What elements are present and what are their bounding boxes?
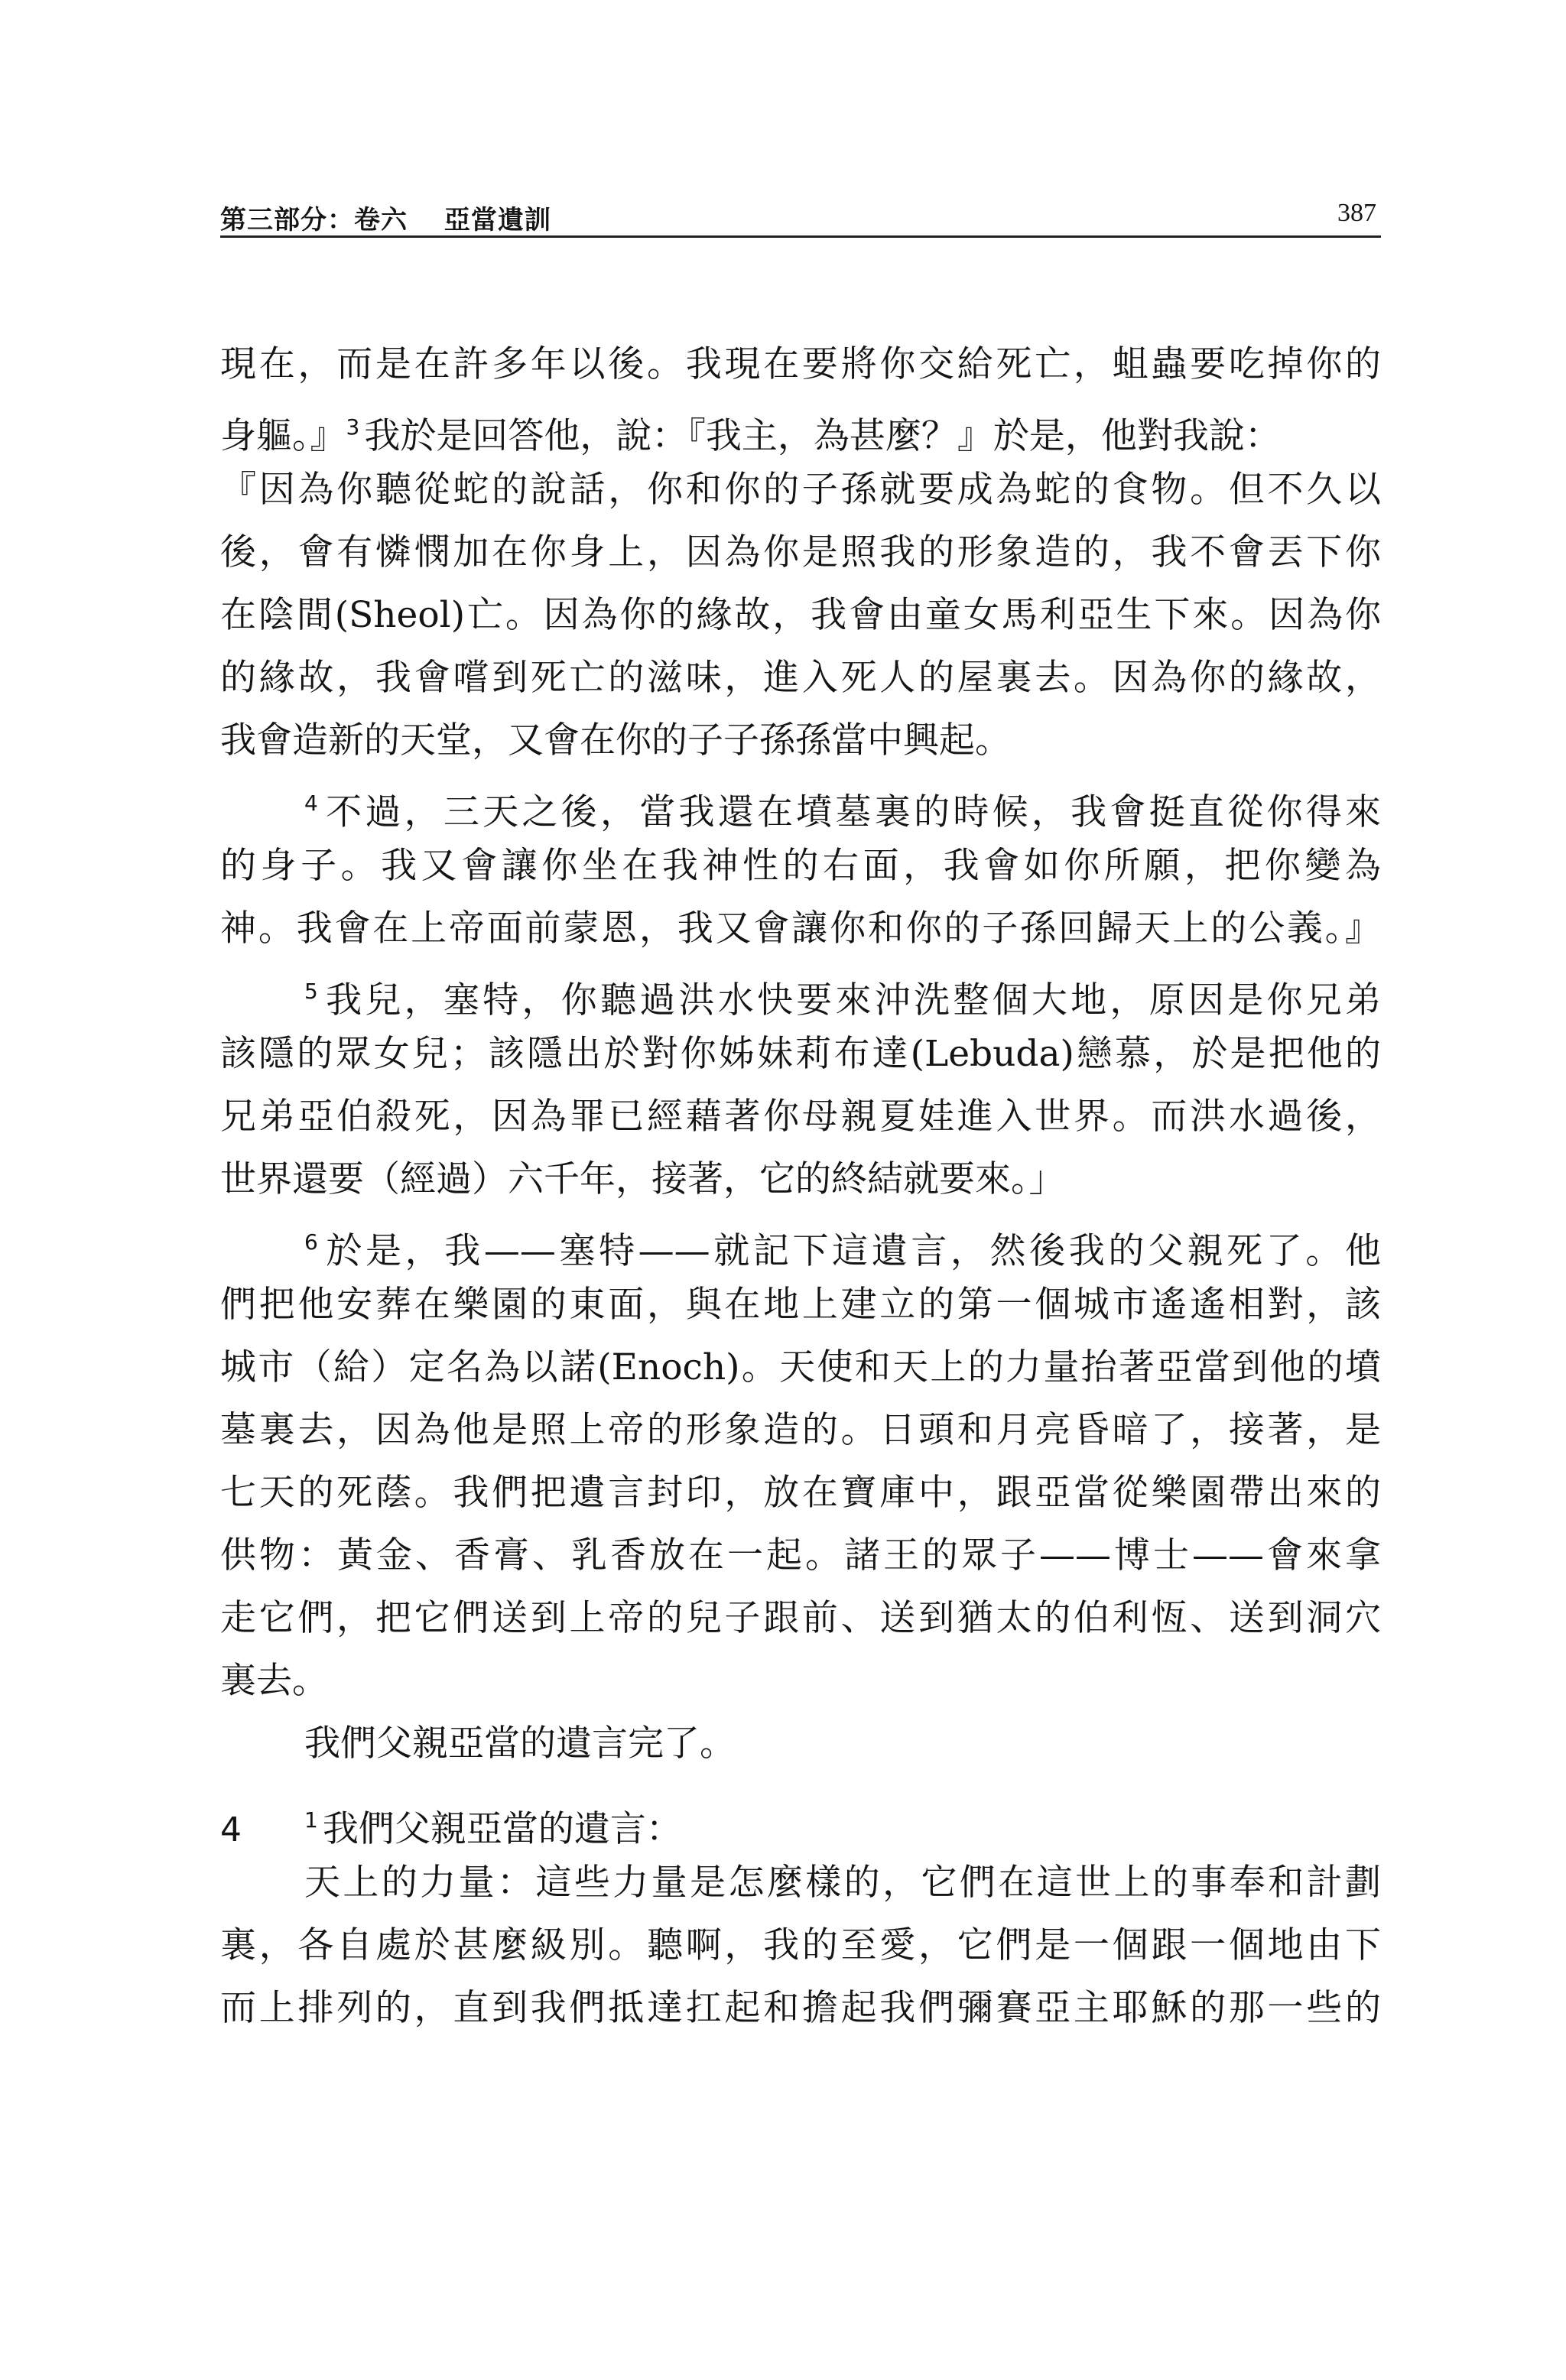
header-title: 第三部分：卷六 亞當遺訓 bbox=[220, 205, 551, 235]
text-segment: 我們父親亞當的遺言： bbox=[322, 1808, 682, 1850]
chapter-number: 4 bbox=[220, 1810, 242, 1849]
chapter-heading-line bbox=[220, 1789, 1381, 1852]
text-line: 裏，各自處於甚麼級別。聽啊，我的至愛，它們是一個跟一個地由下 bbox=[220, 1924, 1381, 1966]
text-line: 後，會有憐憫加在你身上，因為你是照我的形象造的，我不會丟下你 bbox=[220, 531, 1381, 573]
text-line: 供物：黃金、香膏、乳香放在一起。諸王的眾子——博士——會來拿 bbox=[220, 1534, 1381, 1576]
text-segment: 於是，我——塞特——就記下這遺言，然後我的父親死了。他 bbox=[322, 1230, 1381, 1272]
body-text bbox=[220, 333, 1381, 2040]
verse-number: 4 bbox=[304, 791, 318, 816]
text-line: 我們父親亞當的遺言完了。 bbox=[304, 1722, 736, 1765]
text-line bbox=[220, 396, 1381, 459]
text-line: 裏去。 bbox=[220, 1660, 328, 1702]
verse-number: 5 bbox=[304, 979, 318, 1004]
text-segment: 我兒，塞特，你聽過洪水快要來沖洗整個大地，原因是你兄弟 bbox=[322, 979, 1381, 1021]
text-line bbox=[220, 960, 1381, 1023]
text-line: 我會造新的天堂，又會在你的子子孫孫當中興起。 bbox=[220, 719, 1011, 761]
text-segment: 我於是回答他，說：『我主，為甚麼？』於是，他對我說： bbox=[364, 415, 1281, 457]
text-line: 天上的力量：這些力量是怎麼樣的，它們在這世上的事奉和計劃 bbox=[304, 1862, 1381, 1904]
verse-number: 1 bbox=[304, 1807, 318, 1833]
text-segment: 不過，三天之後，當我還在墳墓裏的時候，我會挺直從你得來 bbox=[322, 791, 1381, 833]
text-line: 們把他安葬在樂園的東面，與在地上建立的第一個城市遙遙相對，該 bbox=[220, 1284, 1381, 1326]
text-line: 在陰間(Sheol)亡。因為你的緣故，我會由童女馬利亞生下來。因為你 bbox=[220, 594, 1381, 636]
verse-number: 3 bbox=[346, 414, 360, 440]
running-header bbox=[220, 197, 1381, 238]
text-line: 該隱的眾女兒；該隱出於對你姊妹莉布達(Lebuda)戀慕，於是把他的 bbox=[220, 1033, 1381, 1075]
text-line bbox=[220, 772, 1381, 835]
text-line: 走它們，把它們送到上帝的兒子跟前、送到猶太的伯利恆、送到洞穴 bbox=[220, 1597, 1381, 1639]
text-line: 的身子。我又會讓你坐在我神性的右面，我會如你所願，把你變為 bbox=[220, 845, 1381, 887]
text-line: 七天的死蔭。我們把遺言封印，放在寶庫中，跟亞當從樂園帶出來的 bbox=[220, 1472, 1381, 1514]
text-line: 墓裏去，因為他是照上帝的形象造的。日頭和月亮昏暗了，接著，是 bbox=[220, 1409, 1381, 1451]
verse-number: 6 bbox=[304, 1229, 318, 1255]
text-line: 世界還要（經過）六千年，接著，它的終結就要來。」 bbox=[220, 1158, 1065, 1200]
page-number: 387 bbox=[1337, 199, 1376, 227]
text-line: 而上排列的，直到我們抵達扛起和擔起我們彌賽亞主耶穌的那一些的 bbox=[220, 1987, 1381, 2029]
text-line bbox=[220, 1211, 1381, 1274]
text-line: 神。我會在上帝面前蒙恩，我又會讓你和你的子孫回歸天上的公義。』 bbox=[220, 908, 1381, 950]
text-line: 『因為你聽從蛇的說話，你和你的子孫就要成為蛇的食物。但不久以 bbox=[220, 469, 1381, 511]
text-line: 的緣故，我會嚐到死亡的滋味，進入死人的屋裏去。因為你的緣故， bbox=[220, 657, 1381, 699]
text-line: 兄弟亞伯殺死，因為罪已經藉著你母親夏娃進入世界。而洪水過後， bbox=[220, 1096, 1381, 1138]
text-line: 現在，而是在許多年以後。我現在要將你交給死亡，蛆蟲要吃掉你的 bbox=[220, 343, 1381, 385]
text-line: 城市（給）定名為以諾(Enoch)。天使和天上的力量抬著亞當到他的墳 bbox=[220, 1346, 1381, 1388]
text-segment: 身軀。』 bbox=[220, 415, 346, 457]
